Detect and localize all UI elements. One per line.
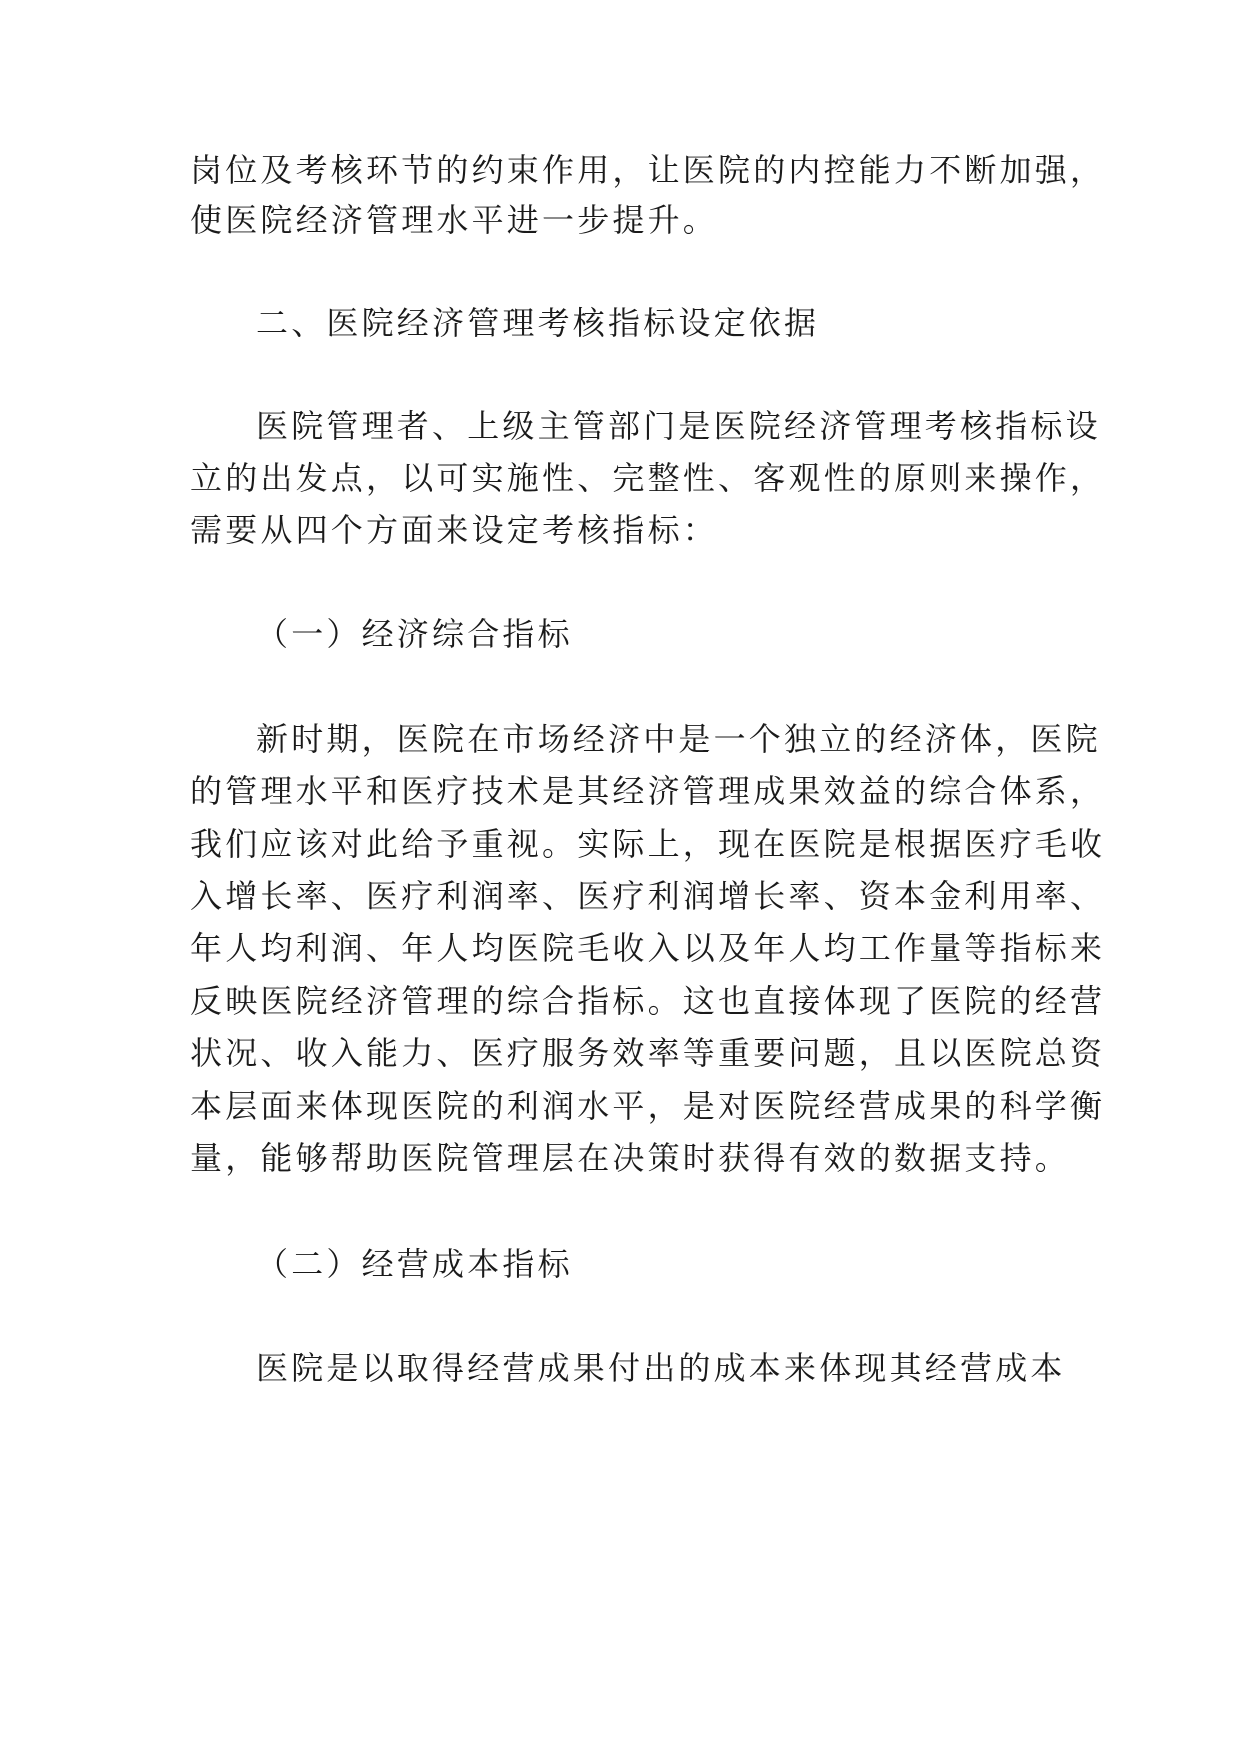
paragraph-line: 反映医院经济管理的综合指标。这也直接体现了医院的经营 (190, 982, 1106, 1020)
paragraph-line: 使医院经济管理水平进一步提升。 (190, 201, 719, 239)
paragraph-line: 需要从四个方面来设定考核指标： (190, 511, 719, 549)
subheading: （一）经济综合指标 (256, 615, 573, 653)
section-heading: 二、医院经济管理考核指标设定依据 (256, 304, 820, 342)
paragraph-line: 岗位及考核环节的约束作用，让医院的内控能力不断加强， (190, 151, 1106, 189)
paragraph-line: 年人均利润、年人均医院毛收入以及年人均工作量等指标来 (190, 929, 1106, 967)
paragraph-line: 新时期，医院在市场经济中是一个独立的经济体，医院 (256, 720, 1101, 758)
paragraph-line: 的管理水平和医疗技术是其经济管理成果效益的综合体系， (190, 772, 1106, 810)
paragraph-line: 入增长率、医疗利润率、医疗利润增长率、资本金利用率、 (190, 877, 1106, 915)
paragraph-line: 医院是以取得经营成果付出的成本来体现其经营成本 (256, 1349, 1066, 1387)
paragraph-line: 我们应该对此给予重视。实际上，现在医院是根据医疗毛收 (190, 825, 1106, 863)
subheading: （二）经营成本指标 (256, 1245, 573, 1283)
paragraph-line: 立的出发点，以可实施性、完整性、客观性的原则来操作， (190, 459, 1106, 497)
paragraph-line: 量，能够帮助医院管理层在决策时获得有效的数据支持。 (190, 1139, 1071, 1177)
paragraph-line: 本层面来体现医院的利润水平，是对医院经营成果的科学衡 (190, 1087, 1106, 1125)
paragraph-line: 状况、收入能力、医疗服务效率等重要问题，且以医院总资 (190, 1034, 1106, 1072)
paragraph-line: 医院管理者、上级主管部门是医院经济管理考核指标设 (256, 407, 1101, 445)
